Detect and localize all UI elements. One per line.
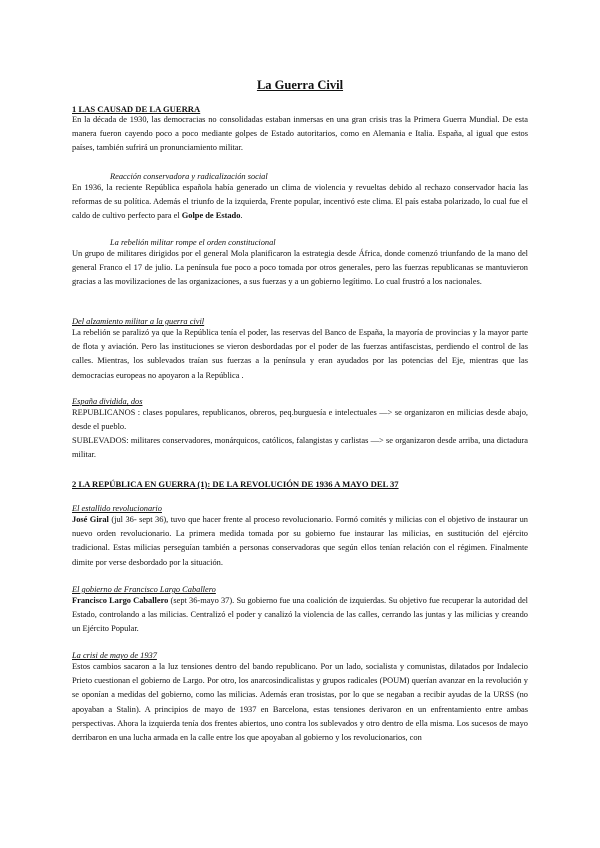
paragraph-outbreak (72, 513, 528, 570)
giral-name: José Giral (72, 515, 109, 524)
paragraph-reaction (72, 181, 528, 224)
paragraph-republicans: REPUBLICANOS : clases populares, republicanos, obreros, peq.burguesía e intelectuales —> se organizaron en milicias desde abajo, desde el pueblo. (72, 408, 528, 432)
subtitle-crisis: La crisi de mayo de 1937 (72, 651, 157, 660)
section-heading-republic: 2 LA REPÚBLICA EN GUERRA (1): DE LA REVOLUCIÓN DE 1936 A MAYO DEL 37 (72, 479, 399, 489)
subtitle-rebellion: La rebelión militar rompe el orden constitucional (110, 238, 276, 247)
paragraph-intro: En la década de 1930, las democracias no consolidadas estaban inmersas en una gran crisis tras la Primera Guerra Mundial. De esta manera fueron cayendo poco a poco mediante golpes de Estado autoritarios, como en Alemania e Italia. España, al igual que estos países, también sufrirá un pronunciamiento militar. (72, 115, 528, 153)
subtitle-divided: España dividida, dos (72, 397, 143, 406)
subtitle-largo: El gobierno de Francisco Largo Caballero (72, 585, 216, 594)
section-heading-causes: 1 LAS CAUSAD DE LA GUERRA (72, 104, 201, 114)
coup-term: Golpe de Estado (181, 211, 241, 221)
reaction-text-end: . (240, 211, 243, 221)
subtitle-uprising: Del alzamiento militar a la guerra civil (72, 317, 205, 326)
paragraph-uprising: La rebelión se paralizó ya que la República tenía el poder, las reservas del Banco de España, la mayoría de provincias y la mayor parte de flota y aviación. Pero las instituciones se vieron desbordadas por el poder de las fuerzas antifascistas, perdiendo el control de las calles. Mientras, los sublevados traían sus fuerzas a la península y eran ayudados por las potencias del Eje, mientras que las democracias europeas no apoyaron a la República . (72, 328, 528, 380)
subtitle-reaction: Reacción conservadora y radicalización social (110, 172, 268, 181)
paragraph-largo (72, 594, 528, 637)
paragraph-crisis: Estos cambios sacaron a la luz tensiones dentro del bando republicano. Por un lado, socialista y comunistas, dilatados por Indalecio Prieto cuestionan el gobierno de Largo. Por otro, los anarcosindicalistas y grupos radicales (POUM) querían avanzar en la revolución y se oponían a medidas del gobierno, como las milicias. Además eran trosistas, por lo que se negaban a recibir ayudas de la URSS (no apoyaban a Stalin). A principios de mayo de 1937 en Barcelona, estas tensiones derivaron en un enfrentamiento entre ambas perspectivas. Ahora la izquierda tenía dos frentes abiertos, uno contra los sublevados y otro dentro de ella misma. Los sucesos de mayo derribaron en una lucha armada en la calle entre los que apoyaban al gobierno y los revolucionarios, con (72, 662, 528, 743)
largo-text: (sept 36-mayo 37). Su gobierno fue una coalición de izquierdas. Su objetivo fue recuperar la autoridad del Estado, controlando a las milicias. Centralizó el poder y canalizó la violencia de las calles, cerrando las juntas y las milicias y creando un Ejército Popular. (72, 596, 528, 634)
paragraph-rebels: SUBLEVADOS: militares conservadores, monárquicos, católicos, falangistas y carlistas —> se organizaron desde arriba, una dictadura militar. (72, 436, 528, 460)
reaction-text: En 1936, la reciente República española había generado un clima de violencia y revueltas debido al rechazo conservador hacia las reformas de su política. Además el triunfo de la izquierda, Frente popular, incentivó este clima. El país estaba polarizado, lo cual fue el caldo de cultivo perfecto para el (72, 183, 528, 221)
page-title: La Guerra Civil (256, 78, 344, 92)
largo-name: Francisco Largo Caballero (72, 596, 169, 605)
subtitle-outbreak: El estallido revolucionario (72, 504, 162, 513)
outbreak-text: (jul 36- sept 36), tuvo que hacer frente al proceso revolucionario. Formó comités y milicias con el objetivo de instaurar un nuevo orden revolucionario. La primera medida tomada por su gobierno fue instaurar las milicias, en sustitución del ejército tradicional. Estas milicias perseguían también a personas conservadoras que según ellos tenían relación con el régimen. Finalmente dimite por verse desbordado por la situación. (72, 515, 528, 567)
paragraph-rebellion: Un grupo de militares dirigidos por el general Mola planificaron la estrategia desde África, donde comenzó triunfando de la mano del general Franco el 17 de julio. La península fue poco a poco tomada por otros generales, pero las fuerzas republicanas se mantuvieron gracias a las movilizaciones de las organizaciones, a sus fuerzas y a un gobierno legítimo. Lo cual frustró a los nacionales. (72, 249, 528, 287)
